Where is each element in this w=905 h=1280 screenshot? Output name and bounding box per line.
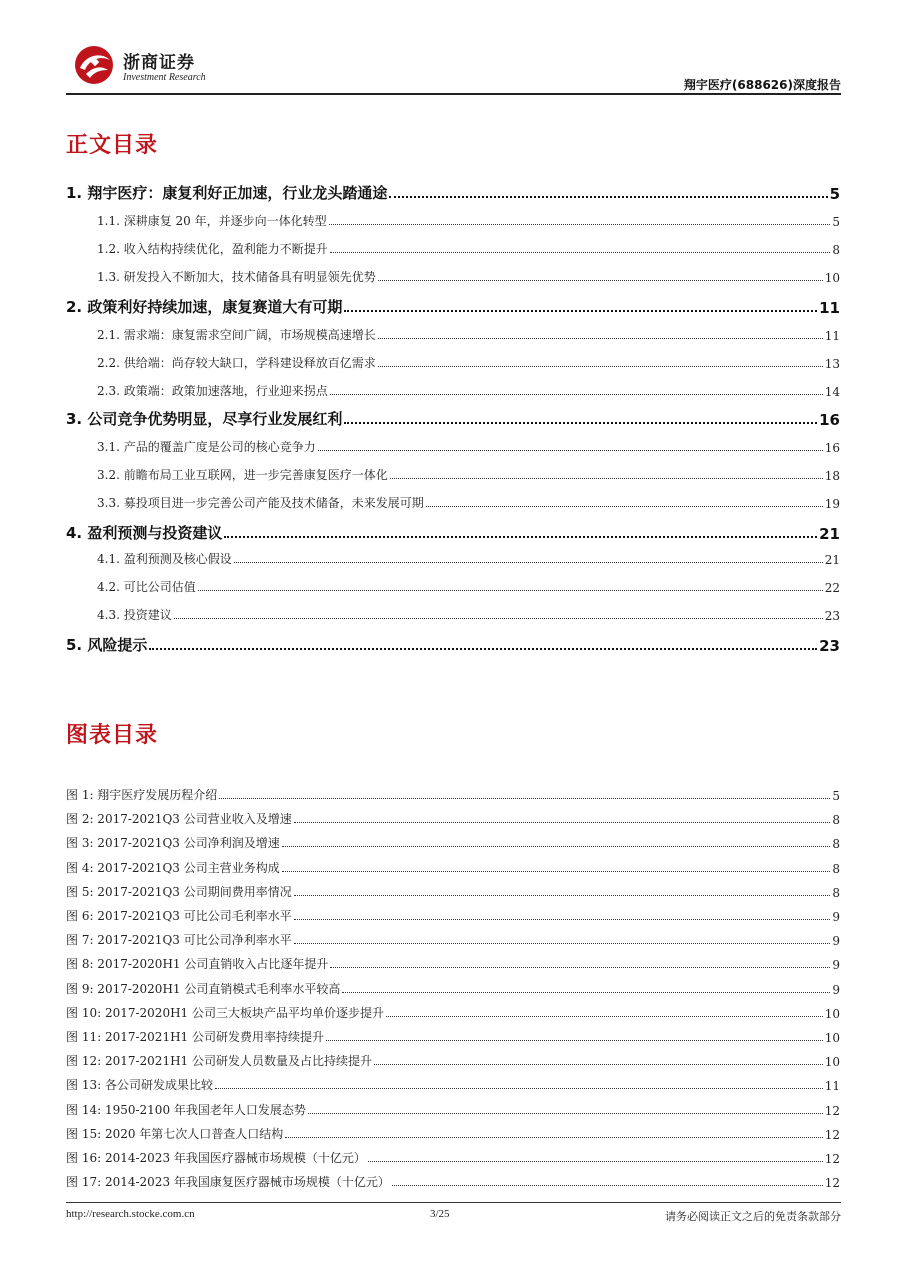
figure-entry[interactable] bbox=[66, 1122, 840, 1142]
figure-leader-dots bbox=[386, 1015, 823, 1017]
figure-entry-text: 图 17: 2014-2023 年我国康复医疗器械市场规模（十亿元） bbox=[66, 1175, 390, 1190]
toc-section-entry[interactable] bbox=[97, 603, 840, 623]
figure-entry-text: 图 3: 2017-2021Q3 公司净利润及增速 bbox=[66, 836, 280, 851]
figure-entry-text: 图 9: 2017-2020H1 公司直销模式毛利率水平较高 bbox=[66, 981, 341, 996]
toc-entry-page: 11 bbox=[819, 299, 840, 317]
figure-entry-text: 图 10: 2017-2020H1 公司三大板块产品平均单价逐步提升 bbox=[66, 1005, 384, 1020]
figure-entry-page: 8 bbox=[832, 813, 840, 828]
toc-leader-dots bbox=[344, 309, 817, 312]
figure-leader-dots bbox=[374, 1063, 823, 1065]
figure-entry[interactable] bbox=[66, 928, 840, 948]
toc-leader-dots bbox=[149, 647, 817, 650]
figure-entry[interactable] bbox=[66, 783, 840, 803]
figure-entry-page: 8 bbox=[832, 861, 840, 876]
toc-title: 正文目录 bbox=[66, 133, 159, 158]
toc-leader-dots bbox=[224, 535, 817, 538]
figure-leader-dots bbox=[215, 1087, 823, 1089]
figure-entry[interactable] bbox=[66, 1049, 840, 1069]
figure-entry-text: 图 6: 2017-2021Q3 可比公司毛利率水平 bbox=[66, 909, 292, 923]
header-divider bbox=[66, 93, 841, 95]
footer-url[interactable]: http://research.stocke.com.cn bbox=[66, 1208, 195, 1220]
toc-entry-text: 1.2. 收入结构持续优化，盈利能力不断提升 bbox=[97, 242, 328, 256]
toc-entry-text: 5. 风险提示 bbox=[66, 636, 148, 654]
toc-leader-dots bbox=[234, 561, 823, 563]
toc-leader-dots bbox=[329, 223, 831, 225]
figure-leader-dots bbox=[294, 821, 831, 823]
toc-entry-text: 4.1. 盈利预测及核心假设 bbox=[97, 552, 232, 566]
toc-entry-page: 23 bbox=[819, 637, 840, 655]
toc-section-entry[interactable] bbox=[97, 575, 840, 595]
toc-entry-text: 1. 翔宇医疗：康复利好正加速，行业龙头踏通途 bbox=[66, 184, 388, 202]
toc-entry-text: 2. 政策利好持续加速，康复赛道大有可期 bbox=[66, 298, 343, 316]
figure-entry[interactable] bbox=[66, 952, 840, 972]
toc-leader-dots bbox=[389, 195, 827, 198]
figure-entry[interactable] bbox=[66, 977, 840, 997]
figure-entry-page: 9 bbox=[832, 934, 840, 949]
figure-leader-dots bbox=[392, 1184, 823, 1186]
toc-entry-page: 21 bbox=[824, 553, 840, 567]
toc-entry-text: 4. 盈利预测与投资建议 bbox=[66, 524, 223, 542]
figure-entry-page: 10 bbox=[824, 1055, 840, 1070]
figure-entry[interactable] bbox=[66, 831, 840, 851]
figure-leader-dots bbox=[294, 894, 831, 896]
toc-leader-dots bbox=[378, 337, 823, 339]
toc-entry-text: 3.3. 募投项目进一步完善公司产能及技术储备，未来发展可期 bbox=[97, 496, 424, 510]
figures-title: 图表目录 bbox=[66, 723, 159, 748]
toc-chapter-entry[interactable] bbox=[66, 405, 840, 429]
toc-entry-page: 14 bbox=[824, 385, 840, 399]
figure-entry-text: 图 8: 2017-2020H1 公司直销收入占比逐年提升 bbox=[66, 957, 329, 972]
figure-leader-dots bbox=[308, 1112, 823, 1114]
toc-entry-page: 11 bbox=[824, 329, 840, 343]
toc-chapter-entry[interactable] bbox=[66, 631, 840, 655]
toc-chapter-entry[interactable] bbox=[66, 519, 840, 543]
zheshang-logo-icon bbox=[72, 44, 118, 86]
figure-entry-page: 9 bbox=[832, 910, 840, 924]
figure-entry-page: 9 bbox=[832, 958, 840, 973]
footer-disclaimer: 请务必阅读正文之后的免责条款部分 bbox=[665, 1210, 841, 1223]
toc-section-entry[interactable] bbox=[97, 491, 840, 511]
figure-entry-text: 图 13: 各公司研发成果比较 bbox=[66, 1078, 213, 1093]
toc-section-entry[interactable] bbox=[97, 435, 840, 455]
figure-entry-text: 图 11: 2017-2021H1 公司研发费用率持续提升 bbox=[66, 1030, 324, 1044]
toc-entry-page: 22 bbox=[824, 581, 840, 595]
toc-section-entry[interactable] bbox=[97, 265, 840, 285]
toc-entry-text: 2.2. 供给端：尚存较大缺口，学科建设释放百亿需求 bbox=[97, 356, 376, 370]
toc-leader-dots bbox=[198, 589, 823, 591]
toc-entry-text: 4.3. 投资建议 bbox=[97, 608, 172, 622]
toc-entry-text: 1.3. 研发投入不断加大，技术储备具有明显领先优势 bbox=[97, 270, 376, 284]
figure-leader-dots bbox=[342, 991, 830, 993]
figure-entry-text: 图 12: 2017-2021H1 公司研发人员数量及占比持续提升 bbox=[66, 1054, 372, 1069]
toc-entry-text: 3. 公司竞争优势明显，尽享行业发展红利 bbox=[66, 410, 343, 428]
toc-leader-dots bbox=[378, 365, 823, 367]
figure-entry-page: 12 bbox=[824, 1127, 840, 1142]
figure-entry-text: 图 1: 翔宇医疗发展历程介绍 bbox=[66, 788, 218, 802]
page-number: 3/25 bbox=[430, 1208, 450, 1220]
toc-chapter-entry[interactable] bbox=[66, 179, 840, 203]
toc-entry-text: 2.1. 需求端：康复需求空间广阔，市场规模高速增长 bbox=[97, 328, 376, 342]
footer-divider bbox=[66, 1202, 841, 1203]
figure-leader-dots bbox=[294, 942, 831, 944]
figure-entry-text: 图 16: 2014-2023 年我国医疗器械市场规模（十亿元） bbox=[66, 1151, 366, 1165]
figure-entry-page: 10 bbox=[824, 1006, 840, 1021]
toc-section-entry[interactable] bbox=[97, 209, 840, 229]
toc-entry-text: 3.2. 前瞻布局工业互联网，进一步完善康复医疗一体化 bbox=[97, 468, 388, 482]
toc-section-entry[interactable] bbox=[97, 237, 840, 257]
figure-entry-page: 5 bbox=[832, 789, 840, 803]
toc-entry-page: 5 bbox=[829, 185, 840, 203]
figure-entry-text: 图 15: 2020 年第七次人口普查人口结构 bbox=[66, 1126, 284, 1141]
figure-entry[interactable] bbox=[66, 1146, 840, 1166]
figure-leader-dots bbox=[368, 1160, 823, 1162]
figure-entry-text: 图 5: 2017-2021Q3 公司期间费用率情况 bbox=[66, 884, 292, 899]
figure-entry-text: 图 7: 2017-2021Q3 可比公司净利率水平 bbox=[66, 933, 292, 948]
toc-section-entry[interactable] bbox=[97, 379, 840, 399]
figure-entry-page: 12 bbox=[824, 1152, 840, 1166]
figure-entry-text: 图 14: 1950-2100 年我国老年人口发展态势 bbox=[66, 1102, 306, 1117]
figure-entry[interactable] bbox=[66, 1001, 840, 1021]
toc-entry-text: 3.1. 产品的覆盖广度是公司的核心竞争力 bbox=[97, 440, 316, 454]
figure-entry[interactable] bbox=[66, 1170, 840, 1190]
figure-entry[interactable] bbox=[66, 1073, 840, 1093]
toc-leader-dots bbox=[378, 279, 823, 281]
brand-subtitle: Investment Research bbox=[123, 72, 206, 83]
toc-entry-text: 4.2. 可比公司估值 bbox=[97, 580, 196, 594]
toc-entry-page: 19 bbox=[824, 497, 840, 511]
figure-entry-page: 12 bbox=[824, 1103, 840, 1118]
toc-entry-page: 21 bbox=[819, 525, 840, 543]
figure-entry[interactable] bbox=[66, 856, 840, 876]
toc-entry-page: 5 bbox=[832, 215, 840, 229]
page-header bbox=[66, 40, 841, 95]
figure-leader-dots bbox=[282, 870, 831, 872]
toc-section-entry[interactable] bbox=[97, 351, 840, 371]
figure-entry[interactable] bbox=[66, 1025, 840, 1045]
figure-leader-dots bbox=[219, 797, 830, 799]
toc-leader-dots bbox=[174, 617, 823, 619]
figure-entry-page: 10 bbox=[824, 1031, 840, 1045]
toc-entry-page: 23 bbox=[824, 609, 840, 623]
toc-entry-text: 1.1. 深耕康复 20 年，并逐步向一体化转型 bbox=[97, 214, 327, 228]
figure-entry[interactable] bbox=[66, 904, 840, 924]
toc-section-entry[interactable] bbox=[97, 463, 840, 483]
figure-entry-page: 11 bbox=[824, 1079, 840, 1094]
toc-entry-page: 16 bbox=[819, 411, 840, 429]
figure-leader-dots bbox=[330, 966, 830, 968]
figure-entry-text: 图 4: 2017-2021Q3 公司主营业务构成 bbox=[66, 860, 280, 875]
figure-leader-dots bbox=[285, 1136, 822, 1138]
figure-entry[interactable] bbox=[66, 1098, 840, 1118]
toc-leader-dots bbox=[330, 251, 831, 253]
toc-leader-dots bbox=[344, 421, 817, 424]
toc-entry-page: 18 bbox=[824, 469, 840, 483]
figure-entry-page: 9 bbox=[832, 982, 840, 997]
figure-leader-dots bbox=[282, 845, 831, 847]
figure-leader-dots bbox=[294, 918, 831, 920]
toc-chapter-entry[interactable] bbox=[66, 293, 840, 317]
figure-entry[interactable] bbox=[66, 880, 840, 900]
toc-entry-page: 8 bbox=[832, 243, 840, 257]
figure-entry[interactable] bbox=[66, 807, 840, 827]
toc-entry-page: 13 bbox=[824, 357, 840, 371]
toc-section-entry[interactable] bbox=[97, 547, 840, 567]
toc-section-entry[interactable] bbox=[97, 323, 840, 343]
figure-entry-page: 8 bbox=[832, 837, 840, 852]
brand-name: 浙商证券 bbox=[123, 53, 195, 73]
toc-entry-text: 2.3. 政策端：政策加速落地，行业迎来拐点 bbox=[97, 384, 328, 398]
figure-entry-page: 8 bbox=[832, 885, 840, 900]
report-title: 翔宇医疗(688626)深度报告 bbox=[683, 78, 841, 92]
toc-leader-dots bbox=[318, 449, 823, 451]
toc-leader-dots bbox=[390, 477, 823, 479]
figure-entry-text: 图 2: 2017-2021Q3 公司营业收入及增速 bbox=[66, 812, 292, 827]
toc-leader-dots bbox=[330, 393, 823, 395]
toc-entry-page: 16 bbox=[824, 441, 840, 455]
figure-entry-page: 12 bbox=[824, 1176, 840, 1191]
figure-leader-dots bbox=[326, 1039, 823, 1041]
toc-entry-page: 10 bbox=[824, 271, 840, 285]
toc-leader-dots bbox=[426, 505, 823, 507]
